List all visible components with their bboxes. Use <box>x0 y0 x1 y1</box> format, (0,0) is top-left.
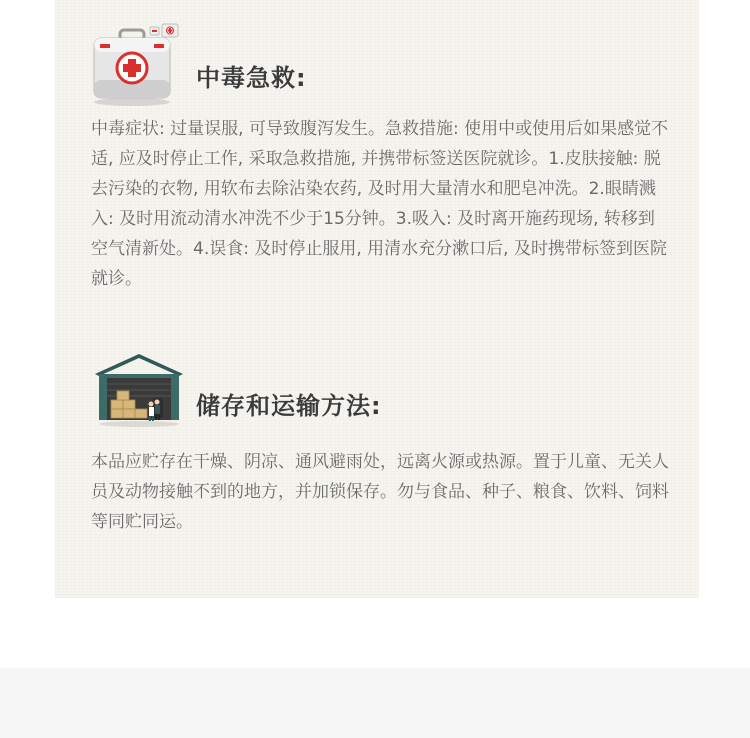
footer-band <box>0 668 750 738</box>
storage-text: 本品应贮存在干燥、阴凉、通风避雨处，远离火源或热源。置于儿童、无关人员及动物接触不到的地方，并加锁保存。勿与食品、种子、粮食、饮料、饲料等同贮同运。 <box>91 452 669 532</box>
first-aid-text: 中毒症状: 过量误服, 可导致腹泻发生。急救措施: 使用中或使用后如果感觉不适, 应及时停止工作, 采取急救措施, 并携带标签送医院就诊。1.皮肤接触: 脱去污染的衣物, 用软布去除沾染农药, 及时用大量清水和肥皂冲洗。2.眼睛溅入: 及时用流动清水冲洗不少于15分钟。3.吸入: 及时离开施药现场, 转移到空气清新处。4.误食: 及时停止服用, 用清水充分漱口后, 及时携带标签到医院就诊。 <box>91 119 669 289</box>
storage-heading: 储存和运输方法: <box>196 392 382 420</box>
first-aid-kit-icon <box>88 22 184 108</box>
first-aid-heading: 中毒急救: <box>196 64 307 92</box>
warehouse-icon <box>93 352 185 428</box>
